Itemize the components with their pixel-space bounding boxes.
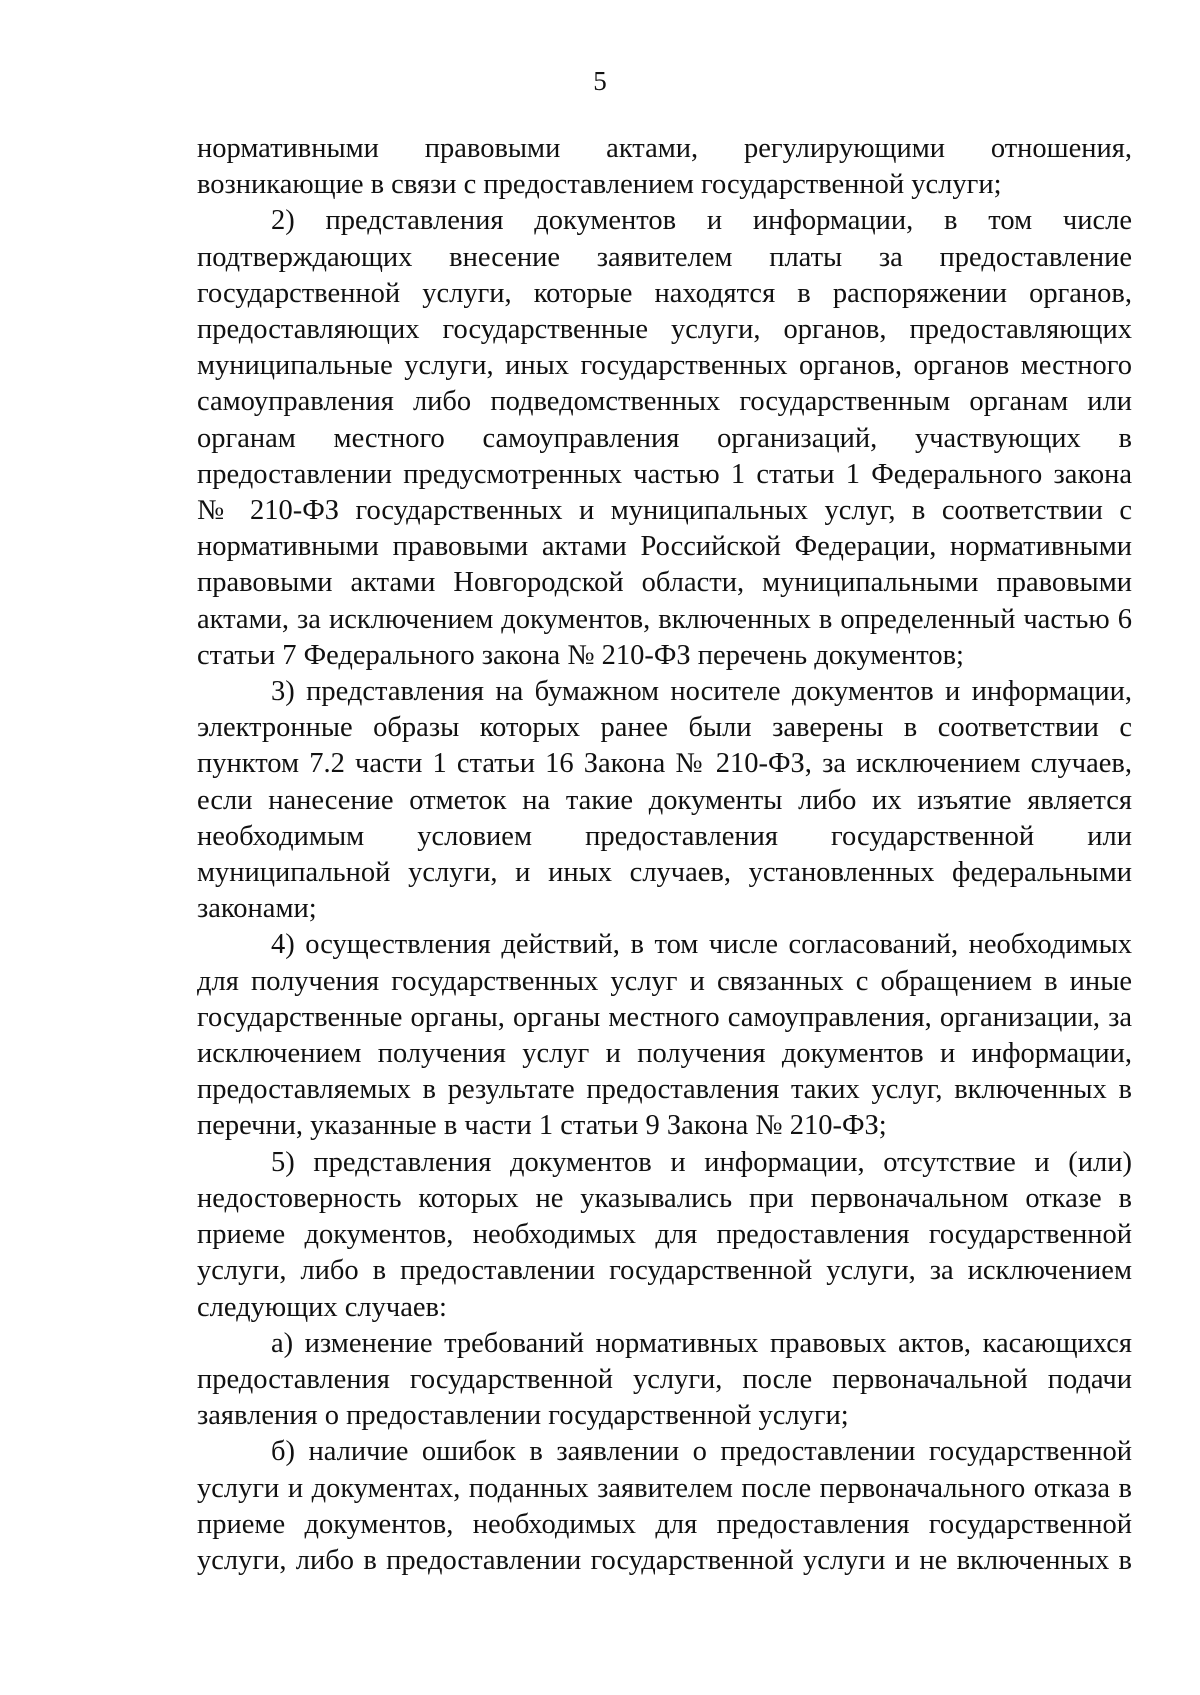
paragraph-item-3: 3) представления на бумажном носителе документов и информации, электронные образы которых ранее были заверены в соответствии с пунктом 7.2 части 1 статьи 16 Закона № 210-ФЗ, за исключением случаев, если нанесение отметок на такие документы либо их изъятие является необходимым условием предоставления государственной или муниципальной услуги, и иных случаев, установленных федеральными законами; — [197, 676, 1132, 925]
paragraph-item-5: 5) представления документов и информации, отсутствие и (или) недостоверность которых не указывались при первоначальном отказе в приеме документов, необходимых для предоставления государственной услуги, либо в предоставлении государственной услуги, за исключением следующих случаев: — [197, 1146, 1132, 1323]
paragraph-subitem-a: а) изменение требований нормативных правовых актов, касающихся предоставления государственной услуги, после первоначальной подачи заявления о предоставлении государственной услуги; — [197, 1327, 1132, 1432]
document-body — [197, 131, 1132, 1579]
paragraph-item-4: 4) осуществления действий, в том числе согласований, необходимых для получения государственных услуг и связанных с обращением в иные государственные органы, органы местного самоуправления, организации, за исключением получения услуг и получения документов и информации, предоставляемых в результате предоставления таких услуг, включенных в перечни, указанные в части 1 статьи 9 Закона № 210-ФЗ; — [197, 929, 1132, 1142]
paragraph-item-2: 2) представления документов и информации, в том числе подтверждающих внесение заявителем платы за предоставление государственной услуги, которые находятся в распоряжении органов, предоставляющих государственные услуги, органов, предоставляющих муниципальные услуги, иных государственных органов, органов местного самоуправления либо подведомственных государственным органам или органам местного самоуправления организаций, участвующих в предоставлении предусмотренных частью 1 статьи 1 Федерального закона № 210-ФЗ государственных и муниципальных услуг, в соответствии с нормативными правовыми актами Российской Федерации, нормативными правовыми актами Новгородской области, муниципальными правовыми актами, за исключением документов, включенных в определенный частью 6 статьи 7 Федерального закона № 210-ФЗ перечень документов; — [197, 205, 1132, 671]
page-number: 5 — [593, 66, 607, 96]
paragraph-subitem-b: б) наличие ошибок в заявлении о предоставлении государственной услуги и документах, поданных заявителем после первоначального отказа в приеме документов, необходимых для предоставления государственной услуги, либо в предоставлении государственной услуги и не включенных в — [197, 1436, 1132, 1576]
paragraph-continuation: нормативными правовыми актами, регулирующими отношения, возникающие в связи с предоставлением государственной услуги; — [197, 133, 1132, 201]
